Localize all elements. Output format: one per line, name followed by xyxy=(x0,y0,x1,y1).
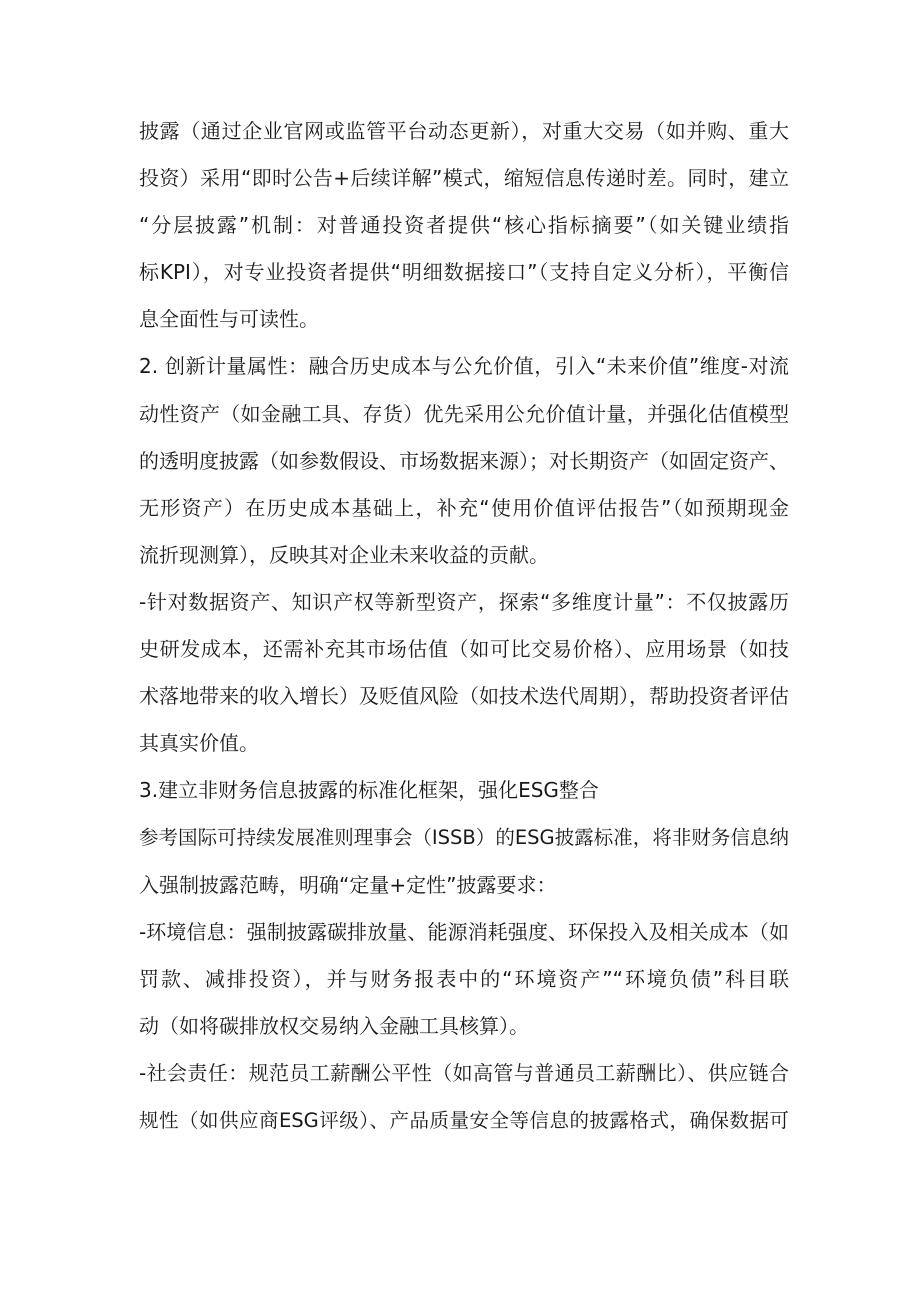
text-line: 3.建立非财务信息披露的标准化框架，强化ESG整合 xyxy=(139,778,599,803)
text-line: 规性（如供应商ESG评级）、产品质量安全等信息的披露格式，确保数据可 xyxy=(139,1108,789,1132)
text-line: 其真实价值。 xyxy=(139,731,259,756)
text-line: 标KPI），对专业投资者提供“明细数据接口”（支持自定义分析），平衡信 xyxy=(139,260,789,285)
text-line: 息全面性与可读性。 xyxy=(139,307,319,332)
text-line: 罚款、减排投资），并与财务报表中的“环境资产”“环境负债”科目联 xyxy=(139,966,789,991)
text-line: -针对数据资产、知识产权等新型资产，探索“多维度计量”：不仅披露历 xyxy=(139,589,789,614)
text-line: -环境信息：强制披露碳排放量、能源消耗强度、环保投入及相关成本（如 xyxy=(139,919,789,944)
text-line: “分层披露”机制：对普通投资者提供“核心指标摘要”（如关键业绩指 xyxy=(139,213,789,238)
text-line: 流折现测算），反映其对企业未来收益的贡献。 xyxy=(139,542,549,567)
text-line: 无形资产）在历史成本基础上，补充“使用价值评估报告”（如预期现金 xyxy=(139,495,789,520)
text-line: -社会责任：规范员工薪酬公平性（如高管与普通员工薪酬比）、供应链合 xyxy=(139,1060,789,1085)
text-line: 2. 创新计量属性：融合历史成本与公允价值，引入“未来价值”维度-对流 xyxy=(139,354,789,379)
text-line: 投资）采用“即时公告+后续详解”模式，缩短信息传递时差。同时，建立 xyxy=(139,166,789,191)
text-line: 披露（通过企业官网或监管平台动态更新），对重大交易（如并购、重大 xyxy=(139,119,789,143)
text-line: 入强制披露范畴，明确“定量+定性”披露要求： xyxy=(139,872,557,897)
text-line: 的透明度披露（如参数假设、市场数据来源）；对长期资产（如固定资产、 xyxy=(139,448,789,473)
text-line: 术落地带来的收入增长）及贬值风险（如技术迭代周期），帮助投资者评估 xyxy=(139,684,789,709)
text-line: 动（如将碳排放权交易纳入金融工具核算）。 xyxy=(139,1013,529,1038)
text-line: 史研发成本，还需补充其市场估值（如可比交易价格）、应用场景（如技 xyxy=(139,637,789,662)
text-line: 动性资产（如金融工具、存货）优先采用公允价值计量，并强化估值模型 xyxy=(139,401,789,426)
text-line: 参考国际可持续发展准则理事会（ISSB）的ESG披露标准，将非财务信息纳 xyxy=(139,826,789,850)
document-body xyxy=(139,108,789,1144)
